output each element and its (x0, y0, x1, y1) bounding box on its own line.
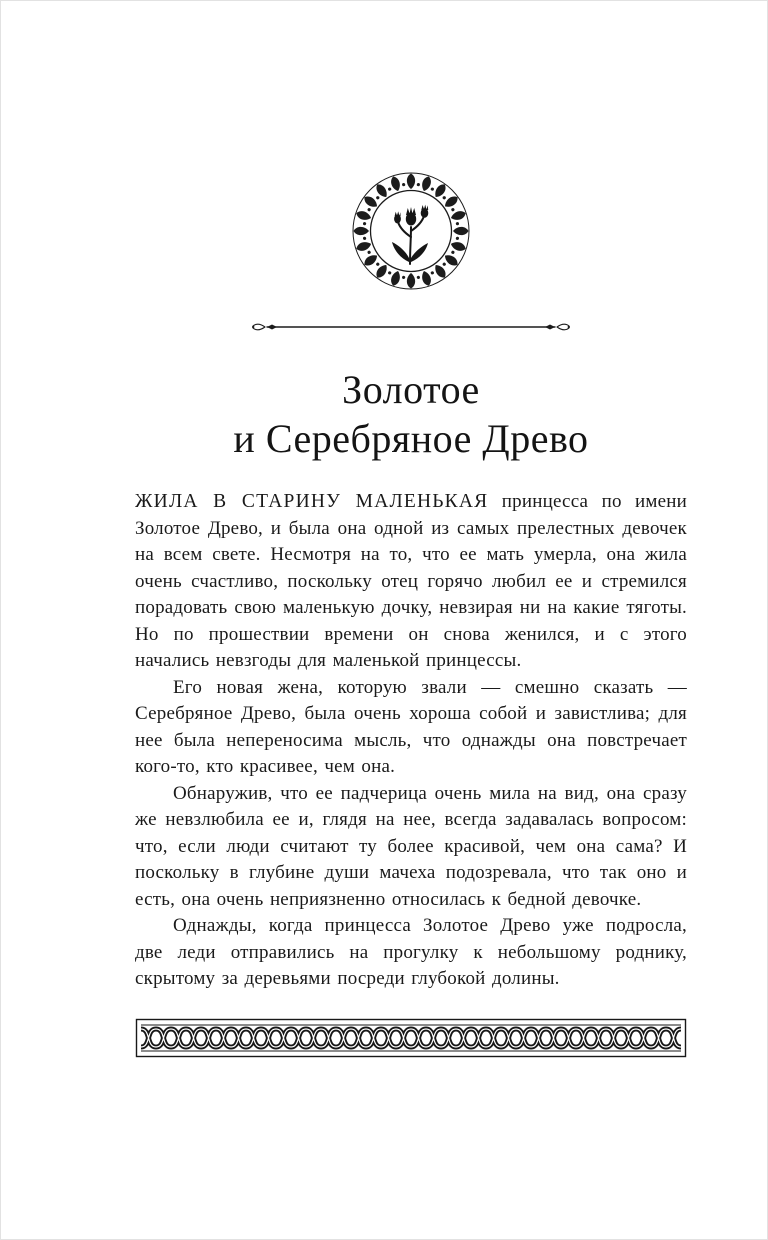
chapter-title (135, 365, 687, 463)
paragraph: Его новая жена, которую звали — смешно сказать — Серебряное Древо, была очень хороша собой и завистлива; для нее была непереносима мысль, что однажды она повстречает кого-то, кто красивее, чем она. (135, 676, 687, 777)
celtic-knotwork-band-icon (135, 1017, 687, 1059)
paragraph-lead-caps: ЖИЛА В СТАРИНУ МАЛЕНЬКАЯ (135, 491, 489, 512)
chapter-title-line1: Золотое (342, 367, 480, 412)
chapter-title-line2: и Серебряное Древо (233, 416, 589, 461)
thistle-medallion-icon (351, 171, 471, 291)
text-column (135, 171, 687, 1059)
paragraph-text: принцесса по имени Золотое Древо, и была она одной из самых прелестных девочек на всем свете. Несмотря на то, что ее мать умерла, она жила очень счастливо, поскольку отец горячо любил ее и стремился порадовать свою маленькую дочку, невзирая ни на какие тяготы. Но по прошествии времени он снова женился, и с этого начались невзгоды для маленькой принцессы. (135, 491, 687, 671)
paragraph (135, 489, 687, 675)
paragraph: Обнаружив, что ее падчерица очень мила на вид, она сразу же невзлюбила ее и, глядя на нее, всегда задавалась вопросом: что, если люди считают ту более красивой, чем она сама? И поскольку в глубине души мачеха подозревала, что так оно и есть, она очень неприязненно относилась к бедной девочке. (135, 782, 687, 910)
paragraph: Однажды, когда принцесса Золотое Древо уже подросла, две леди отправились на прогулку к небольшому роднику, скрытому за деревьями посреди глубокой долины. (135, 915, 687, 989)
arrow-rule-divider-icon (251, 319, 571, 335)
story-text (135, 489, 687, 993)
